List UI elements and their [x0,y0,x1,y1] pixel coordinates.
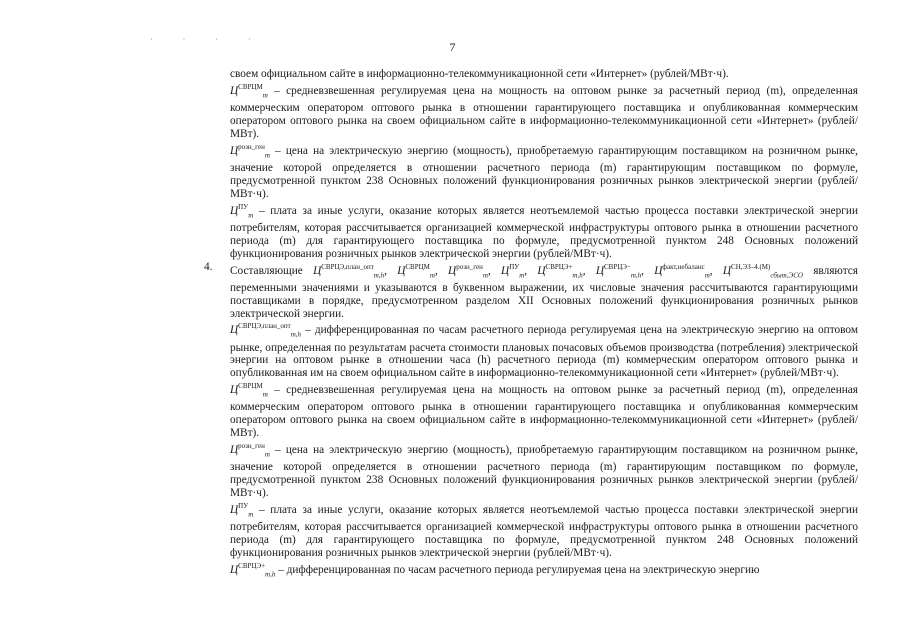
list-item-number: 4. [204,260,213,273]
document-body [204,68,858,581]
symbol-list: $Ц^{СВРЦЭ,план\_опт}_{m,h}$, $Ц^{СВРЦМ}_m$, $Ц^{розн\_ген}_m$, $Ц^{ПУ}_m$, $Ц^{СВРЦЭ+}_{m,h}$, $Ц^{СВРЦЭ-}_{m,h}$, $Ц^{факт,небаланс}_m$, $Ц^{СН,ЭЗ-4.(М)}_{сбыт,ЭСО}$ [313,262,803,279]
formula-symbol [230,202,254,219]
symbol-base: Ц [501,264,510,277]
paragraph-text: – цена на электрическую энергию (мощность), приобретаемую гарантирующим поставщиком на розничном рынке, значение которой определяется в отношении расчетного периода (m) гарантирующим поставщиком по формуле, предусмотренной пунктом 238 Основных положений функционирования розничных рынков электрической энергии (рублей/МВт·ч). [230,144,858,200]
paragraph [230,201,858,261]
paragraph-text: – дифференцированная по часам расчетного периода регулируемая цена на электрическую энергию [275,563,760,576]
symbol-base: Ц [448,264,457,277]
symbol-subscript: m,h [630,270,642,279]
formula-symbol [654,262,710,279]
symbol-base: Ц [230,204,239,217]
symbol-subscript: m,h [290,330,302,339]
formula-symbol [501,262,525,279]
symbol-superscript: факт,небаланс [662,262,705,271]
symbol-base: Ц [230,504,239,517]
formula-symbol [230,322,302,339]
item-4-lead: Составляющие [230,264,314,277]
formula-symbol [397,262,435,279]
symbol-superscript: СВРЦЭ,план_опт [321,262,374,271]
formula-symbol [595,262,642,279]
symbol-base: Ц [230,384,239,397]
symbol-superscript: СВРЦЭ+ [238,561,266,570]
symbol-superscript: ПУ [509,262,520,271]
item-4-text [230,261,858,321]
paragraph-text: – средневзвешенная регулируемая цена на мощность на оптовом рынке за расчетный период (m), определенная коммерческим оператором оптового рынка в отношении гарантирующего поставщика и опубликованная коммерческим оператором оптового рынка на своем официальном сайте в информационно-телекоммуникационной сети «Интернет» (рублей/МВт). [230,84,858,140]
symbol-base: Ц [230,144,239,157]
symbol-subscript: сбыт,ЭСО [770,270,803,279]
paragraph [230,380,858,440]
symbol-base: Ц [654,264,663,277]
symbol-base: Ц [313,264,322,277]
symbol-base: Ц [722,264,732,277]
formula-symbol [230,142,270,160]
paragraph [230,500,858,560]
paragraph-group-2 [230,320,858,581]
paragraph-text: – цена на электрическую энергию (мощность), приобретаемую гарантирующим поставщиком на розничном рынке, значение которой определяется в отношении расчетного периода (m) гарантирующим поставщиком по формуле, предусмотренной пунктом 238 Основных положений функционирования розничных рынков электрической энергии (рублей/МВт·ч). [230,444,858,500]
page-number: 7 [449,40,456,54]
symbol-subscript: m,h [373,270,385,279]
symbol-subscript: m [429,270,435,279]
symbol-base: Ц [537,264,546,277]
symbol-superscript: СВРЦЭ,план_опт [238,322,291,331]
symbol-subscript: m [264,151,270,160]
formula-symbol [230,502,254,519]
symbol-base: Ц [230,563,239,576]
formula-symbol [313,262,385,279]
paragraph [230,560,858,581]
formula-symbol [230,561,276,579]
paragraph [230,141,858,201]
symbol-superscript: ПУ [238,202,249,211]
symbol-base: Ц [230,84,239,97]
symbol-superscript: розн_ген [456,262,483,271]
formula-symbol [230,382,268,399]
paragraph-text: – плата за иные услуги, оказание которых является неотъемлемой частью процесса поставки электрической энергии потребителям, которая рассчитывается организацией коммерческой инфраструктуры оптового рынка в отношении расчетного периода (m) для гарантирующего поставщика по формуле, предусмотренной пунктом 248 Основных положений функционирования розничных рынков электрической энергии (рублей/МВт·ч). [230,204,858,260]
symbol-subscript: m [264,450,270,459]
symbol-subscript: m [704,270,710,279]
paragraph-group-1 [230,68,858,261]
symbol-subscript: m [482,270,488,279]
paragraph-text: – плата за иные услуги, оказание которых является неотъемлемой частью процесса поставки электрической энергии потребителям, которая рассчитывается организацией коммерческой инфраструктуры оптового рынка в отношении расчетного периода (m) для гарантирующего поставщика по формуле, предусмотренной пунктом 248 Основных положений функционирования розничных рынков электрической энергии (рублей/МВт·ч). [230,504,858,559]
paragraph [230,320,858,380]
symbol-superscript: СВРЦЭ+ [545,262,573,271]
formula-symbol [722,262,803,279]
item-4-body: являются переменными значениями и указываются в буквенном выражении, их числовые значения рассчитываются гарантирующими поставщиками в порядке, предусмотренном разделом XII Основных положений функционирования розничных рынков электрической энергии. [230,264,858,320]
list-item-4 [204,260,858,321]
symbol-superscript: СН,ЭЗ–4.(М) [731,262,771,271]
symbol-subscript: m,h [572,270,583,279]
paragraph [230,440,858,500]
symbol-subscript: m [262,91,268,100]
symbol-subscript: m [262,390,268,399]
formula-symbol [448,262,488,279]
paragraph-text: – средневзвешенная регулируемая цена на мощность на оптовом рынке за расчетный период (m), определенная коммерческим оператором оптового рынка в отношении гарантирующего поставщика и опубликованная коммерческим оператором оптового рынка на своем официальном сайте в информационно-телекоммуникационной сети «Интернет» (рублей/МВт). [230,384,858,440]
symbol-superscript: СВРЦЭ− [603,262,631,271]
symbol-subscript: m,h [265,570,276,579]
symbol-superscript: розн_ген [238,442,265,451]
formula-symbol [230,442,270,459]
symbol-subscript: m [248,210,254,219]
formula-symbol [537,262,583,279]
formula-symbol [230,82,268,100]
symbol-subscript: m [519,270,525,279]
scan-marks: · · · · [150,35,265,44]
symbol-superscript: СВРЦМ [238,382,263,391]
symbol-base: Ц [230,444,239,457]
symbol-superscript: СВРЦМ [238,82,263,91]
paragraph [230,68,858,81]
symbol-superscript: СВРЦМ [405,262,430,271]
symbol-base: Ц [595,264,604,277]
symbol-subscript: m [248,510,254,519]
paragraph-text: – дифференцированная по часам расчетного периода регулируемая цена на электрическую энергию на оптовом рынке, определенная по результатам расчета стоимости плановых почасовых объемов производства (потребления) электрической энергии на оптовом рынке в отношении часа (h) расчетного периода (m) коммерческим оператором оптового рынка и опубликованная им на своем официальном сайте в информационно-телекоммуникационной сети «Интернет» (рублей/МВт·ч). [230,324,858,380]
symbol-superscript: розн_ген [238,142,265,151]
paragraph [230,81,858,141]
paragraph-text: своем официальном сайте в информационно-телекоммуникационной сети «Интернет» (рублей/МВт·ч). [230,68,729,80]
symbol-base: Ц [397,264,406,277]
symbol-superscript: ПУ [238,502,249,511]
symbol-base: Ц [230,324,239,337]
